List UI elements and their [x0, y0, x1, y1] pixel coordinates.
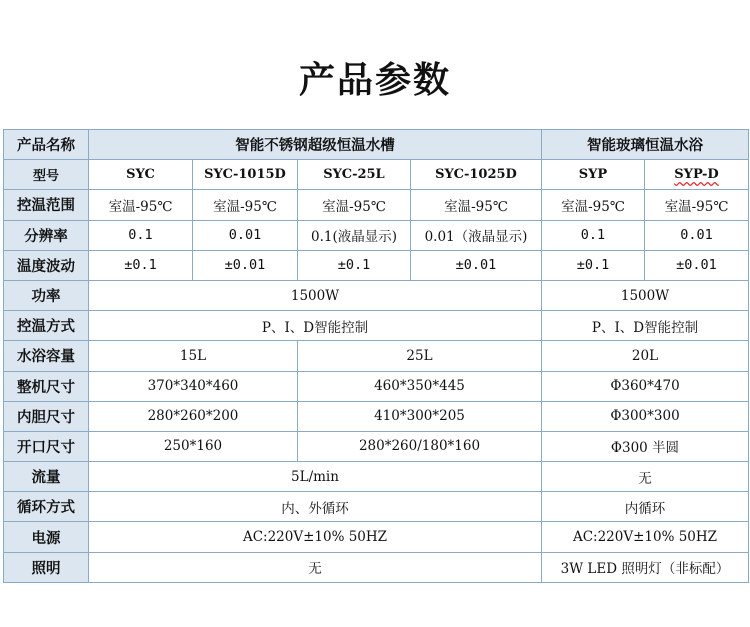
- table-cell: Φ360*470: [542, 371, 749, 401]
- model-text: SYP-D: [674, 167, 719, 183]
- table-cell: 250*160: [89, 431, 298, 461]
- table-cell: 室温-95℃: [298, 190, 411, 220]
- row-label: 功率: [4, 280, 89, 310]
- page-title: 产品参数: [298, 60, 451, 101]
- table-row: [4, 280, 749, 310]
- table-cell: Φ300*300: [542, 401, 749, 431]
- table-cell: 1500W: [89, 280, 542, 310]
- table-cell: ±0.1: [298, 250, 411, 280]
- table-cell: 0.1: [542, 220, 645, 250]
- table-cell: 室温-95℃: [193, 190, 298, 220]
- table-cell: 0.01（液晶显示): [411, 220, 542, 250]
- table-cell: 内、外循环: [89, 492, 542, 522]
- table-cell: SYC-1015D: [193, 160, 298, 190]
- row-label: 照明: [4, 552, 89, 582]
- table-cell: 0.01: [193, 220, 298, 250]
- table-cell: 3W LED 照明灯（非标配）: [542, 552, 749, 582]
- table-cell: P、I、D智能控制: [89, 311, 542, 341]
- table-cell: 内循环: [542, 492, 749, 522]
- table-cell: ±0.1: [89, 250, 193, 280]
- table-cell: ±0.1: [542, 250, 645, 280]
- table-row: [4, 492, 749, 522]
- table-cell: 410*300*205: [298, 401, 542, 431]
- table-cell: ±0.01: [193, 250, 298, 280]
- row-label: 水浴容量: [4, 341, 89, 371]
- row-label: 控温方式: [4, 311, 89, 341]
- table-cell: 1500W: [542, 280, 749, 310]
- group-header-steel: 智能不锈钢超级恒温水槽: [89, 130, 542, 160]
- table-cell: 0.01: [645, 220, 749, 250]
- row-label: 循环方式: [4, 492, 89, 522]
- table-cell: P、I、D智能控制: [542, 311, 749, 341]
- table-cell: 0.1(液晶显示): [298, 220, 411, 250]
- table-cell: 无: [542, 462, 749, 492]
- table-cell: 室温-95℃: [542, 190, 645, 220]
- table-cell: 无: [89, 552, 542, 582]
- table-cell: 0.1: [89, 220, 193, 250]
- table-cell: 室温-95℃: [411, 190, 542, 220]
- row-label: 产品名称: [4, 130, 89, 160]
- table-cell: AC:220V±10% 50HZ: [89, 522, 542, 552]
- row-label: 控温范围: [4, 190, 89, 220]
- table-cell: 25L: [298, 341, 542, 371]
- table-cell: 20L: [542, 341, 749, 371]
- table-cell: Φ300 半圆: [542, 431, 749, 461]
- row-label: 电源: [4, 522, 89, 552]
- table-row: [4, 220, 749, 250]
- table-row: [4, 371, 749, 401]
- table-row: [4, 160, 749, 190]
- table-row: [4, 401, 749, 431]
- table-cell: 室温-95℃: [645, 190, 749, 220]
- table-cell: SYC: [89, 160, 193, 190]
- table-cell: 15L: [89, 341, 298, 371]
- row-label: 开口尺寸: [4, 431, 89, 461]
- table-row: [4, 130, 749, 160]
- row-label: 内胆尺寸: [4, 401, 89, 431]
- table-row: [4, 250, 749, 280]
- table-cell: 280*260*200: [89, 401, 298, 431]
- table-row: [4, 341, 749, 371]
- table-row: [4, 190, 749, 220]
- table-cell: 460*350*445: [298, 371, 542, 401]
- row-label: 整机尺寸: [4, 371, 89, 401]
- table-row: [4, 522, 749, 552]
- table-row: [4, 431, 749, 461]
- table-row: [4, 552, 749, 582]
- table-cell: ±0.01: [411, 250, 542, 280]
- table-cell: 室温-95℃: [89, 190, 193, 220]
- table-cell: 5L/min: [89, 462, 542, 492]
- table-cell: SYP: [542, 160, 645, 190]
- row-label: 流量: [4, 462, 89, 492]
- table-cell: 280*260/180*160: [298, 431, 542, 461]
- group-header-glass: 智能玻璃恒温水浴: [542, 130, 749, 160]
- row-label: 型号: [4, 160, 89, 190]
- table-row: [4, 462, 749, 492]
- table-cell: SYC-25L: [298, 160, 411, 190]
- spec-table: [3, 129, 749, 583]
- table-cell: 370*340*460: [89, 371, 298, 401]
- table-cell: AC:220V±10% 50HZ: [542, 522, 749, 552]
- row-label: 分辨率: [4, 220, 89, 250]
- table-cell: ±0.01: [645, 250, 749, 280]
- table-cell: SYC-1025D: [411, 160, 542, 190]
- table-cell: [645, 160, 749, 190]
- row-label: 温度波动: [4, 250, 89, 280]
- table-row: [4, 311, 749, 341]
